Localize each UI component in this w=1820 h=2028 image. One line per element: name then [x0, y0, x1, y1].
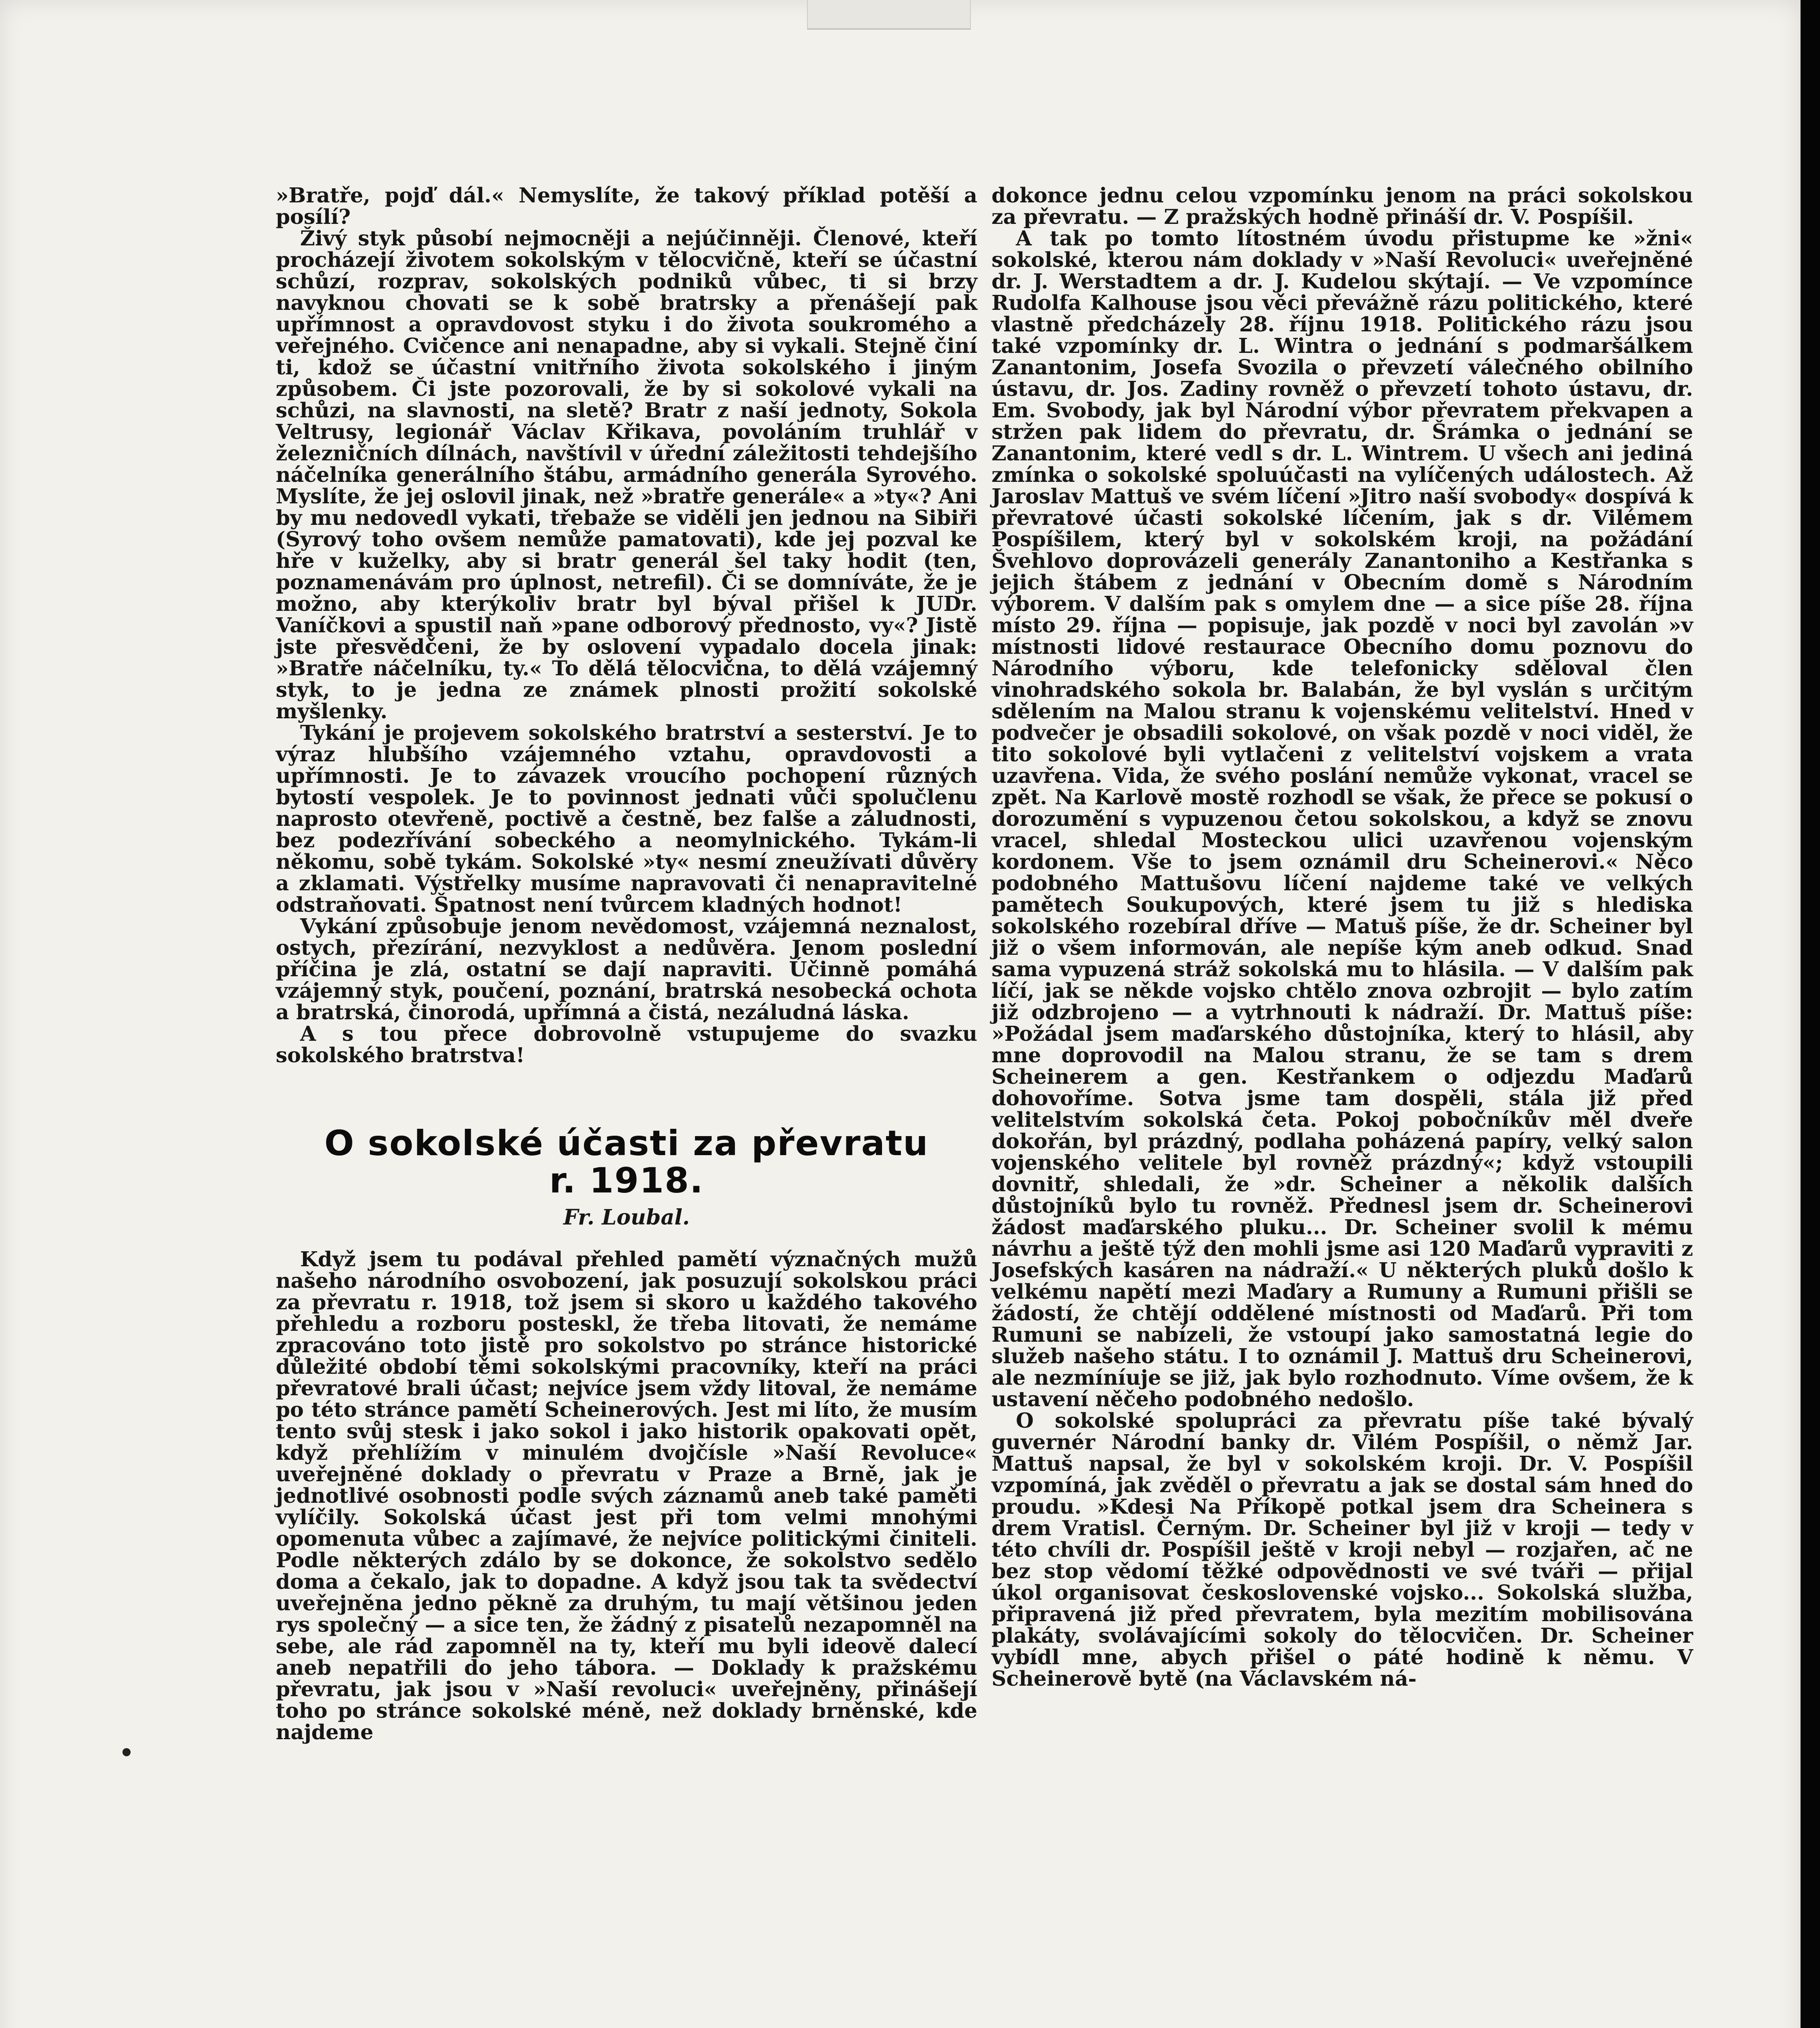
- article-title-line-1: O sokolské účasti za převratu: [324, 1123, 929, 1164]
- paragraph: dokonce jednu celou vzpomínku jenom na práci sokolskou za převratu. — Z pražských hodně přináší dr. V. Pospíšil.: [992, 183, 1693, 229]
- paragraph: A tak po tomto lítostném úvodu přistupme ke »žni« sokolské, kterou nám doklady v »Naší Revoluci« uveřejněné dr. J. Werstadtem a dr. J. Kudelou skýtají. — Ve vzpomínce Rudolfa Kalhouse jsou věci převážně rázu politického, které vlastně předcházely 28. říjnu 1918. Politického rázu jsou také vzpomínky dr. L. Wintra o jednání s podmaršálkem Zanantonim, Josefa Svozila o převzetí válečného obilního ústavu, dr. Jos. Zadiny rovněž o převzetí tohoto ústavu, dr. Em. Svobody, jak byl Národní výbor převratem překvapen a stržen pak lidem do převratu, dr. Šrámka o jednání se Zanantonim, které vedl s dr. L. Wintrem. U všech ani jediná zmínka o sokolské spoluúčasti na vylíčených událostech. Až Jaroslav Mattuš ve svém líčení »Jitro naší svobody« dospívá k převratové účasti sokolské líčením, jak s dr. Vilémem Pospíšilem, který byl v sokolském kroji, na požádání Švehlovo doprovázeli generály Zanantoniho a Kestřanka s jejich štábem z jednání v Obecním domě s Národním výborem. V dalším pak s omylem dne — a sice píše 28. října místo 29. října — popisuje, jak pozdě v noci byl zavolán »v místnosti lidové restaurace Obecního domu poznovu do Národního výboru, kde telefonicky sděloval člen vinohradského sokola br. Balabán, že byl vyslán s určitým sdělením na Malou stranu k vojenskému velitelství. Hned v podvečer je obsadili sokolové, on však pozdě v noci viděl, že tito sokolové byli vytlačeni z velitelství vojskem a vrata uzavřena. Vida, že svého poslání nemůže vykonat, vracel se zpět. Na Karlově mostě rozhodl se však, že přece se pokusí o dorozumění s vypuzenou četou sokolskou, a když se znovu vracel, shledal Mosteckou ulici uzavřenou vojenským kordonem. Vše to jsem oznámil dru Scheinerovi.« Něco podobného Mattušovu líčení najdeme také ve velkých pamětech Soukupových, které jsem tu již s hlediska sokolského rozebíral dříve — Matuš píše, že dr. Scheiner byl již o všem informován, ale nepíše kým aneb odkud. Snad sama vypuzená stráž sokolská mu to hlásila. — V dalším pak líčí, jak se někde vojsko chtělo znova ozbrojit — bylo zatím již odzbrojeno — a vytrhnouti k nádraží. Dr. Mattuš píše: »Požádal jsem maďarského důstojníka, který to hlásil, aby mne doprovodil na Malou stranu, že se tam s drem Scheinerem a gen. Kestřankem o odjezdu Maďarů dohovoříme. Sotva jsme tam dospěli, stála již před velitelstvím sokolská četa. Pokoj pobočníkův měl dveře dokořán, byl prázdný, podlaha poházená papíry, velký salon vojenského velitele byl rovněž prázdný«; když vstoupili dovnitř, shledali, že »dr. Scheiner a několik dalších důstojníků bylo tu rovněž. Přednesl jsem dr. Scheinerovi žádost maďarského pluku... Dr. Scheiner svolil k mému návrhu a ještě týž den mohli jsme asi 120 Maďarů vypraviti z Josefských kasáren na nádraží.« U některých pluků došlo k velkému napětí mezi Maďary a Rumuny a Rumuni přišli se žádostí, že chtějí oddělené místnosti od Maďarů. Při tom Rumuni se nabízeli, že vstoupí jako samostatná legie do služeb našeho státu. I to oznámil J. Mattuš dru Scheinerovi, ale nezmíníuje se již, jak bylo rozhodnuto. Víme ovšem, že k ustavení něčeho podobného nedošlo.: [992, 226, 1693, 1411]
- paragraph: »Bratře, pojď dál.« Nemyslíte, že takový příklad potěší a posílí?: [276, 183, 977, 229]
- article-author: Fr. Loubal.: [563, 1205, 690, 1230]
- paragraph: Vykání způsobuje jenom nevědomost, vzájemná neznalost, ostych, přezírání, nezvyklost a nedůvěra. Jenom poslední příčina je zlá, ostatní se dají napraviti. Účinně pomáhá vzájemný styk, poučení, poznání, bratrská nesobecká ochota a bratrská, činorodá, upřímná a čistá, nezáludná láska.: [276, 914, 977, 1024]
- paragraph: A s tou přece dobrovolně vstupujeme do svazku sokolského bratrstva!: [276, 1022, 977, 1067]
- paragraph: O sokolské spolupráci za převratu píše také bývalý guvernér Národní banky dr. Vilém Pospíšil, o němž Jar. Mattuš napsal, že byl v sokolském kroji. Dr. V. Pospíšil vzpomíná, jak zvěděl o převratu a jak se dostal sám hned do proudu. »Kdesi Na Příkopě potkal jsem dra Scheinera s drem Vratisl. Černým. Dr. Scheiner byl již v kroji — tedy v této chvíli dr. Pospíšil ještě v kroji nebyl — rozjařen, ač ne bez stop vědomí těžké odpovědnosti ve své tváři — přijal úkol organisovat československé vojsko... Sokolská služba, připravená již před převratem, byla mezitím mobilisována plakáty, svolávajícími sokoly do tělocvičen. Dr. Scheiner vybídl mne, abych přišel o páté hodině k němu. V Scheinerově bytě (na Václavském ná-: [992, 1409, 1693, 1691]
- scan-edge: [1801, 0, 1820, 2028]
- left-column: [276, 185, 977, 1743]
- paragraph: Když jsem tu podával přehled pamětí význačných mužů našeho národního osvobození, jak posuzují sokolskou práci za převratu r. 1918, tož jsem si skoro u každého takového přehledu a rozboru posteskl, že třeba litovati, že nemáme zpracováno toto jistě pro sokolstvo po stránce historické důležité období těmi sokolskými pracovníky, kteří na práci převratové brali účast; nejvíce jsem vždy litoval, že nemáme po této stránce pamětí Scheinerových. Jest mi líto, že musím tento svůj stesk i jako sokol i jako historik opakovati opět, když přehlížím v minulém dvojčísle »Naší Revoluce« uveřejněné doklady o převratu v Praze a Brně, jak je jednotlivé osobnosti podle svých záznamů aneb také paměti vylíčily. Sokolská účast jest při tom velmi mnohými opomenuta vůbec a zajímavé, že nejvíce politickými činiteli. Podle některých zdálo by se dokonce, že sokolstvo sedělo doma a čekalo, jak to dopadne. A když jsou tak ta svědectví uveřejněna jedno pěkně za druhým, tu mají většinou jeden rys společný — a sice ten, že žádný z pisatelů nezapomněl na sebe, ale rád zapomněl na ty, kteří mu byli ideově dalecí aneb nepatřili do jeho tábora. — Doklady k pražskému převratu, jak jsou v »Naší revoluci« uveřejněny, přinášejí toho po stránce sokolské méně, než doklady brněnské, kde najdeme: [276, 1247, 977, 1744]
- article-title-line-2: r. 1918.: [549, 1160, 704, 1201]
- binding-tab-mark: [807, 0, 971, 30]
- paragraph: Živý styk působí nejmocněji a nejúčinněji. Členové, kteří procházejí životem sokolským v tělocvičně, kteří se účastní schůzí, rozprav, sokolských podniků vůbec, ti si brzy navyknou chovati se k sobě bratrsky a přenášejí pak upřímnost a opravdovost styku i do života soukromého a veřejného. Cvičence ani nenapadne, aby si vykali. Stejně činí ti, kdož se účastní vnitřního života sokolského i jiným způsobem. Či jste pozorovali, že by si sokolové vykali na schůzi, na slavnosti, na sletě? Bratr z naší jednoty, Sokola Veltrusy, legionář Václav Křikava, povoláním truhlář v železničních dílnách, navštívil v úřední záležitosti tehdejšího náčelníka generálního štábu, armádního generála Syrového. Myslíte, že jej oslovil jinak, než »bratře generále« a »ty«? Ani by mu nedovedl vykati, třebaže se viděli jen jednou na Sibiři (Syrový toho ovšem nemůže pamatovati), kde jej pozval ke hře v kuželky, aby si bratr generál šel taky hodit (ten, poznamenávám pro úplnost, netrefil). Či se domníváte, že je možno, aby kterýkoliv bratr byl býval přišel k JUDr. Vaníčkovi a spustil naň »pane odborový přednosto, vy«? Jistě jste přesvědčeni, že by oslovení vypadalo docela jinak: »Bratře náčelníku, ty.« To dělá tělocvična, to dělá vzájemný styk, to je jedna ze známek plnosti prožití sokolské myšlenky.: [276, 226, 977, 723]
- paragraph: Tykání je projevem sokolského bratrství a sesterství. Je to výraz hlubšího vzájemného vztahu, opravdovosti a upřímnosti. Je to závazek vroucího pochopení různých bytostí vespolek. Je to povinnost jednati vůči spolučlenu naprosto otevřeně, poctivě a čestně, bez falše a záludnosti, bez podezřívání sobeckého a neomylnického. Tykám-li někomu, sobě tykám. Sokolské »ty« nesmí zneužívati důvěry a zklamati. Výstřelky musíme napravovati či nenapravitelné odstraňovati. Špatnost není tvůrcem kladných hodnot!: [276, 721, 977, 917]
- article-title: [276, 1125, 977, 1199]
- margin-dot: [122, 1748, 131, 1756]
- right-column: [992, 185, 1693, 1689]
